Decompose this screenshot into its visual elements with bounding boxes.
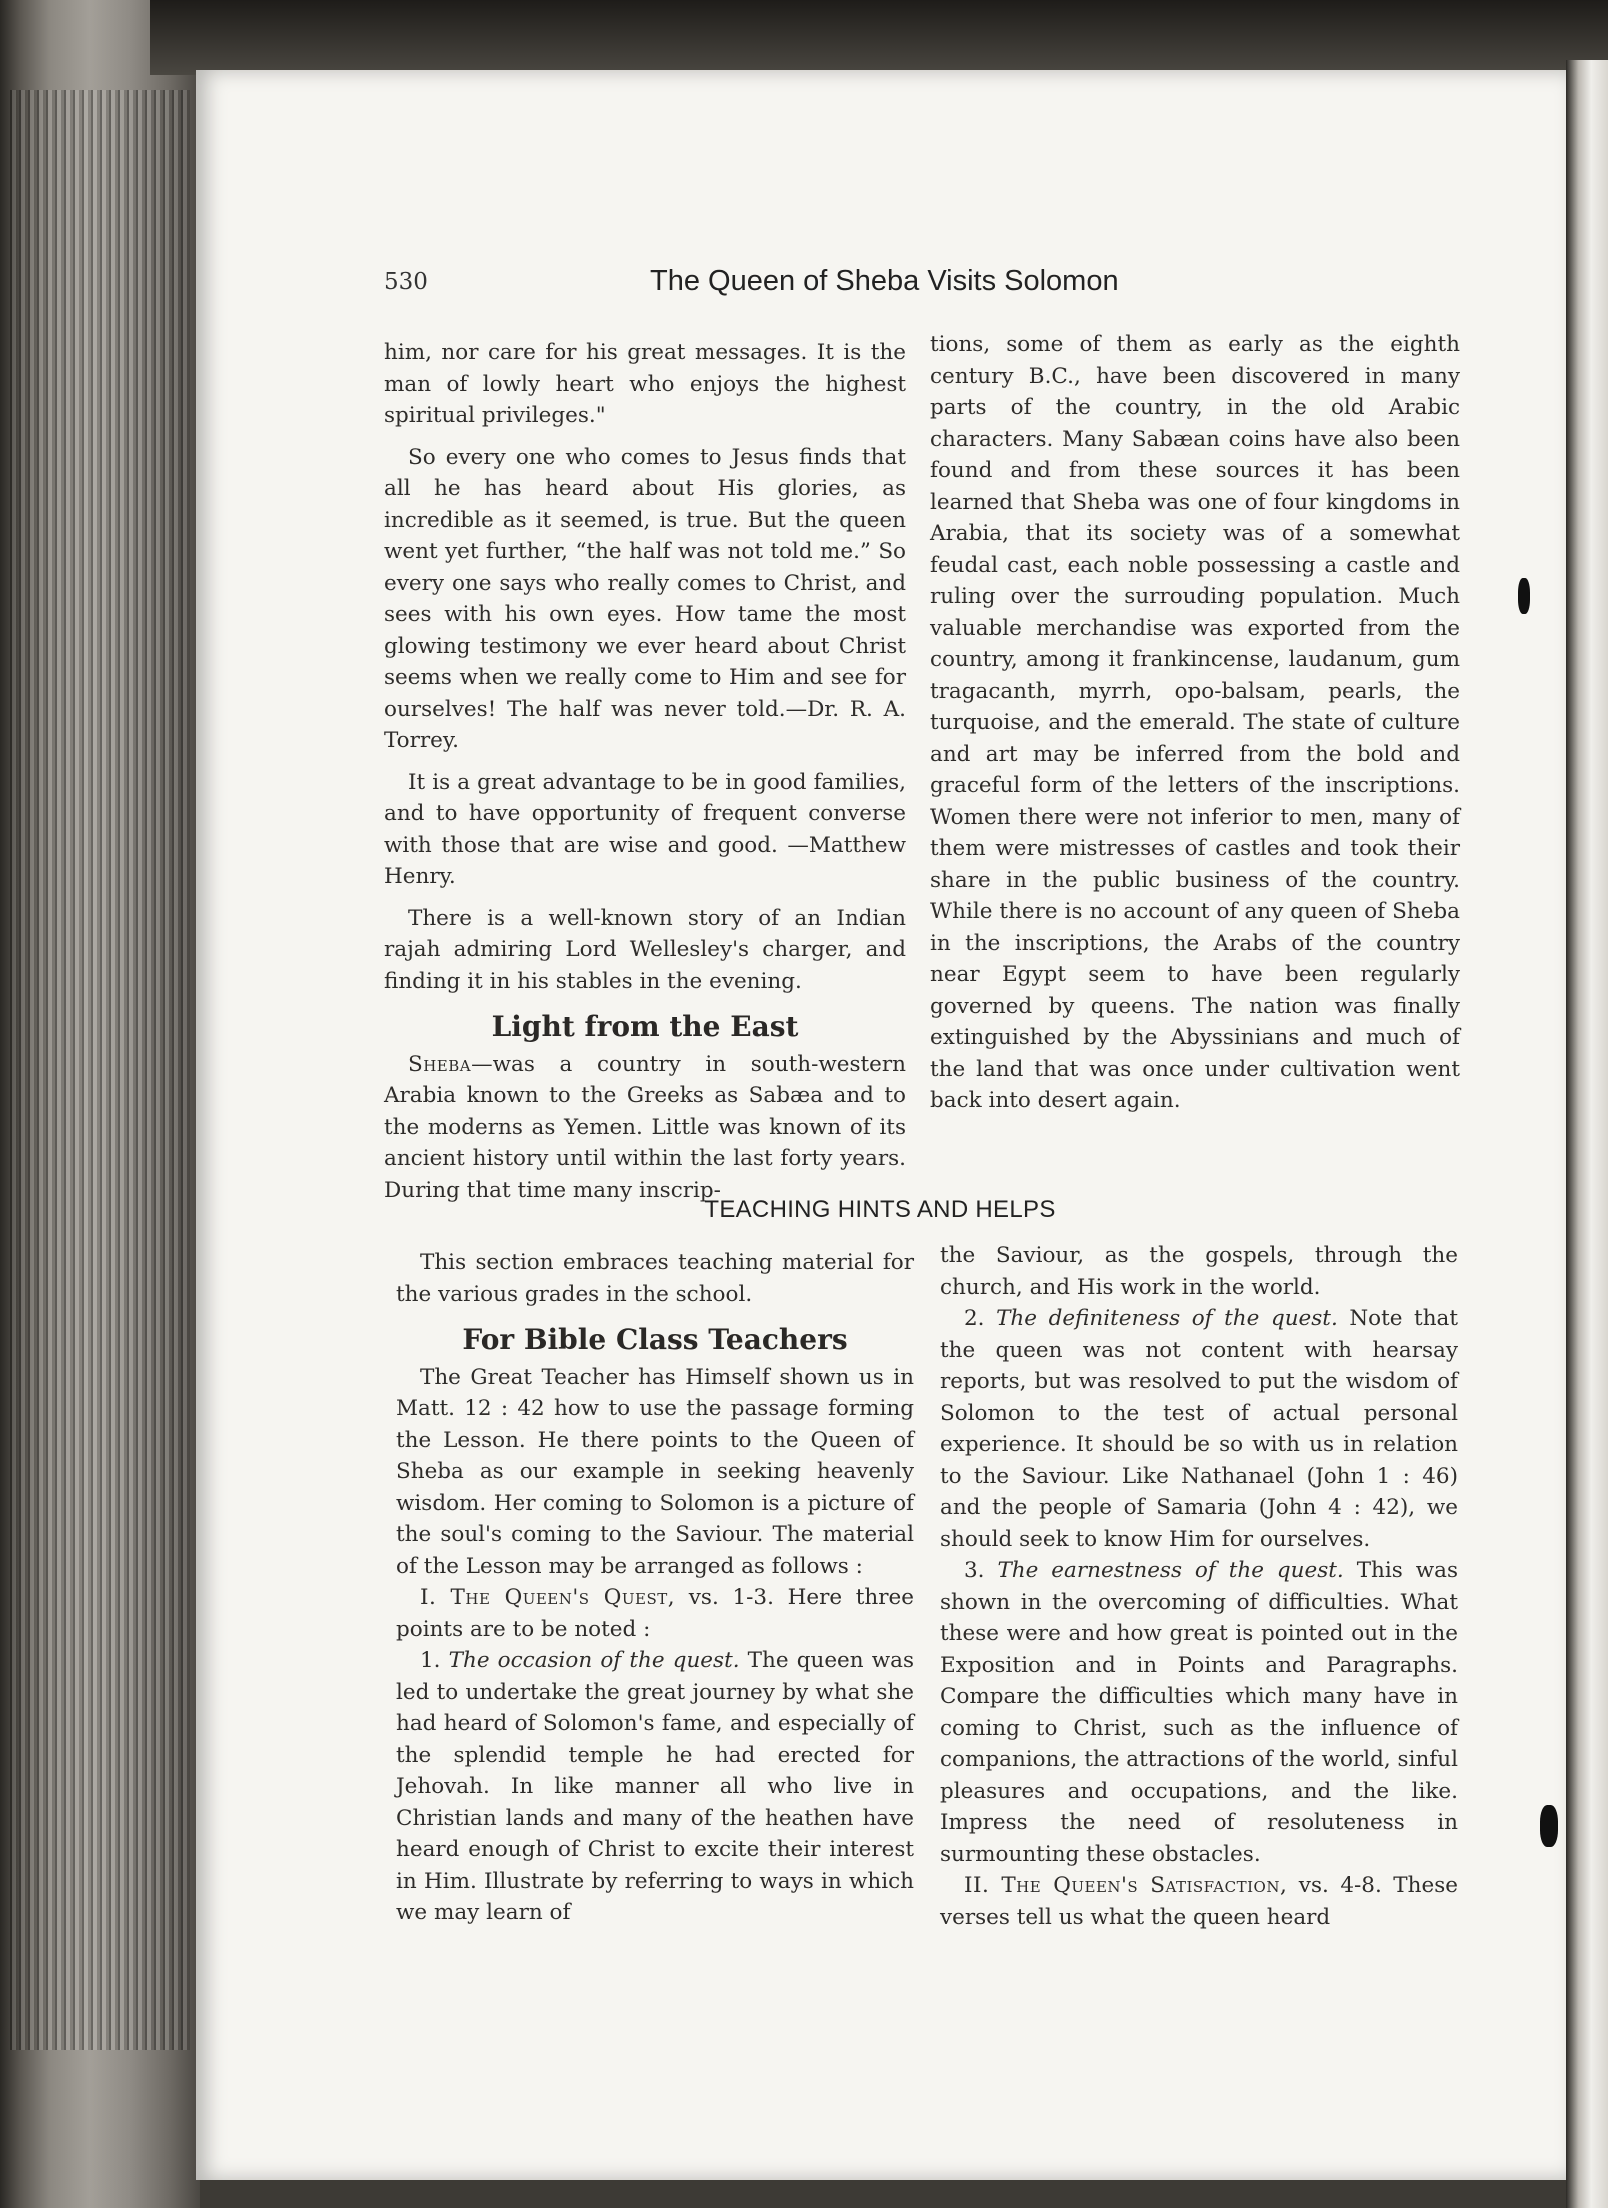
left-column-top [384,337,906,1206]
lead-word: Sheba [408,1051,472,1077]
page-edges [10,90,190,2050]
paragraph: 1. The occasion of the quest. The queen was led to undertake the great journey by what she had heard of Solomon's fame, and especially of the splendid temple he had erected for Jehovah. In like manner all who live in Christian lands and many of the heathen have heard enough of Christ to excite their interest in Him. Illustrate by referring to ways in which we may learn of [396,1648,914,1925]
paragraph: 2. The definiteness of the quest. Note that the queen was not content with hearsay reports, but was resolved to put the wisdom of Solomon to the test of actual personal experience. It should be so with us in relation to the Saviour. Like Nathanael (John 1 : 46) and the people of Samaria (John 4 : 42), we should seek to know Him for ourselves. [940,1306,1458,1552]
binding-hole [1518,578,1530,614]
paragraph: This section embraces teaching material for the various grades in the school. [396,1250,914,1307]
page-number: 530 [384,269,428,295]
book-top-edge [150,0,1608,75]
paragraph: 3. The earnestness of the quest. This was shown in the overcoming of difficulties. What these were and how great is pointed out in the Exposition and in Points and Paragraphs. Compare the difficulties which many have in coming to Christ, such as the influence of companions, the attractions of the world, sinful pleasures and occupations, and the like. Impress the need of resoluteness in surmounting these obstacles. [940,1558,1458,1867]
page-header [384,265,1174,305]
bible-class-heading: For Bible Class Teachers [462,1323,848,1356]
paragraph: tions, some of them as early as the eighth century B.C., have been discovered in many parts of the country, in the old Arabic characters. Many Sabæan coins have also been found and from these sources it has been learned that Sheba was one of four kingdoms in Arabia, that its society was of a somewhat feudal cast, each noble possessing a castle and ruling over the surrouding population. Much valuable merchandise was exported from the country, among it frankincense, laudanum, gum tragacanth, myrrh, opo-balsam, pearls, the turquoise, and the emerald. The state of culture and art may be inferred from the bold and graceful form of the letters of the inscriptions. Women there were not inferior to men, many of them were mistresses of castles and took their share in the public business of the country. While there is no account of any queen of Sheba in the inscriptions, the Arabs of the country near Egypt seem to have been regularly governed by queens. The nation was finally extinguished by the Abyssinians and much of the land that was once under cultivation went back into desert again. [930,332,1460,1113]
binding-hole [1540,1805,1558,1847]
teaching-hints-heading: TEACHING HINTS AND HELPS [704,1196,1056,1223]
paragraph: the Saviour, as the gospels, through the church, and His work in the world. [940,1243,1458,1300]
paragraph: It is a great advantage to be in good families, and to have opportunity of frequent converse with those that are wise and good. —Matthew Henry. [384,769,906,889]
paragraph: I. The Queen's Quest, vs. 1-3. Here three points are to be noted : [396,1585,914,1642]
paragraph: There is a well-known story of an Indian rajah admiring Lord Wellesley's charger, and finding it in his stables in the evening. [384,905,906,994]
left-column-bottom [396,1247,914,1929]
right-column-top [930,329,1460,1117]
right-column-bottom [940,1240,1458,1933]
paragraph: So every one who comes to Jesus finds that all he has heard about His glories, as incredible as it seemed, is true. But the queen went yet further, “the half was not told me.” So every one says who really comes to Christ, and sees with his own eyes. How tame the most glowing testimony we ever heard about Christ seems when we really come to Him and see for ourselves! The half was never told.—Dr. R. A. Torrey. [384,444,906,753]
paragraph: him, nor care for his great messages. It is the man of lowly heart who enjoys the highest spiritual privileges." [384,340,906,428]
book-spine [0,0,200,2208]
paragraph: Sheba—was a country in south-western Arabia known to the Greeks as Sabæa and to the moderns as Yemen. Little was known of its ancient history until within the last forty years. During that time many inscrip- [384,1051,906,1203]
paragraph: The Great Teacher has Himself shown us in Matt. 12 : 42 how to use the passage forming the Lesson. He there points to the Queen of Sheba as our example in seeking heavenly wisdom. Her coming to Solomon is a picture of the soul's coming to the Saviour. The material of the Lesson may be arranged as follows : [396,1364,914,1579]
book-right-edge [1566,60,1608,2208]
paragraph: II. The Queen's Satisfaction, vs. 4-8. These verses tell us what the queen heard [940,1873,1458,1930]
page-title: The Queen of Sheba Visits Solomon [650,265,1119,297]
section-heading-light-from-east: Light from the East [491,1010,799,1043]
